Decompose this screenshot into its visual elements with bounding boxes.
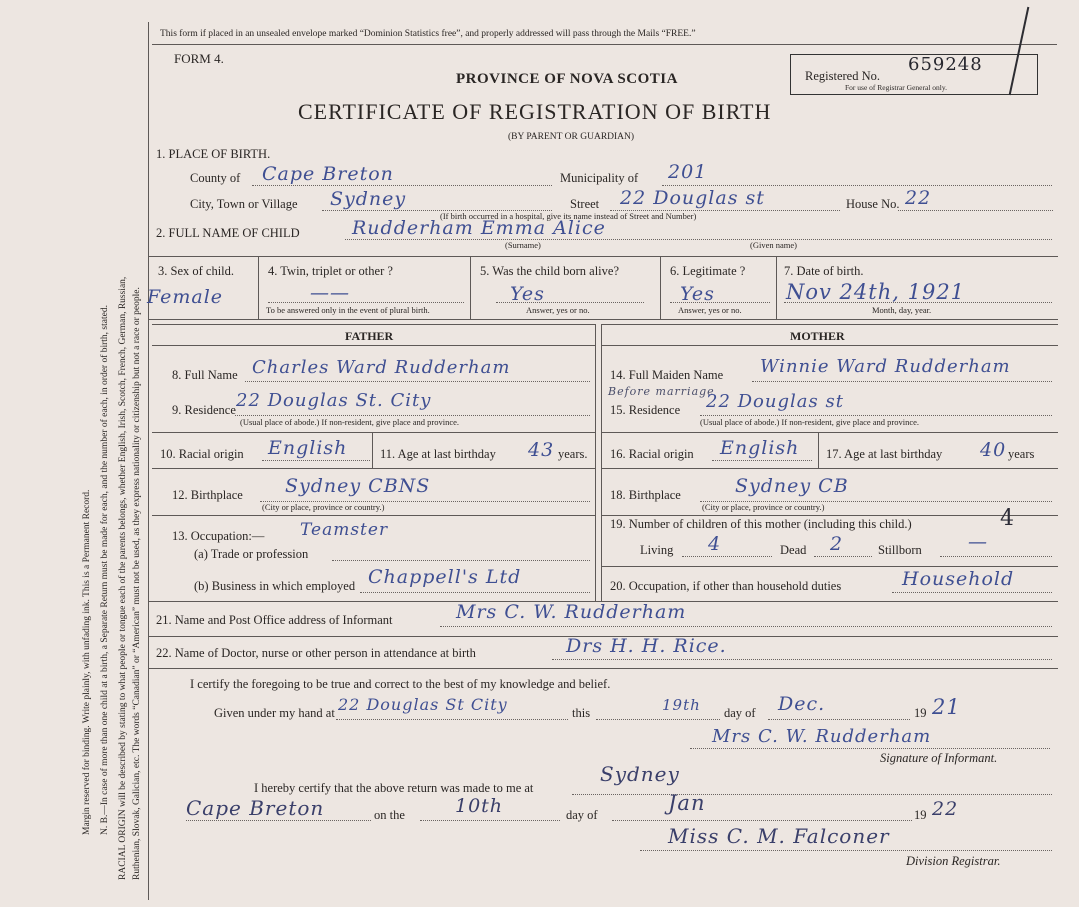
child-name-label: 2. FULL NAME OF CHILD [156, 226, 300, 240]
mother-birthplace-label: 18. Birthplace [610, 488, 681, 502]
mother-name-value: Winnie Ward Rudderham [760, 356, 1011, 377]
header-rule [152, 44, 1057, 45]
living-label: Living [640, 543, 674, 557]
house-value: 22 [905, 187, 932, 209]
mother-name-line [752, 381, 1052, 382]
registrar-year: 22 [932, 798, 959, 820]
document-subtitle: (BY PARENT OR GUARDIAN) [508, 132, 635, 142]
father-occupation-label: 13. Occupation:— [172, 529, 265, 543]
mother-heading-rule [601, 345, 1058, 346]
informant-value: Mrs C. W. Rudderham [456, 601, 687, 623]
father-race-rule [152, 468, 595, 469]
signature-label: Signature of Informant. [880, 751, 998, 765]
father-trade-label: (a) Trade or profession [194, 547, 309, 561]
mother-race-rule [601, 468, 1058, 469]
mother-occupation-label: 20. Occupation, if other than household duties [610, 579, 842, 593]
stillborn-line [940, 556, 1052, 557]
mother-age-years: years [1008, 447, 1035, 461]
day-of-label: day of [724, 706, 756, 720]
mother-race-line [712, 460, 812, 461]
living-line [682, 556, 772, 557]
doctor-label: 22. Name of Doctor, nurse or other person in attendance at birth [156, 646, 476, 660]
mother-occupation-value: Household [902, 568, 1015, 590]
hospital-note: (If birth occurred in a hospital, give its name instead of Street and Number) [440, 211, 697, 221]
county-registrar-line [186, 820, 371, 821]
certify-day: 19th [662, 696, 701, 714]
legit-value: Yes [680, 283, 715, 305]
father-race-label: 10. Racial origin [160, 447, 244, 461]
this-label: this [572, 706, 591, 720]
father-res-rule [152, 432, 595, 433]
dead-value: 2 [830, 533, 844, 555]
father-age-years: years. [558, 447, 588, 461]
alive-value: Yes [510, 283, 545, 305]
mother-age-label: 17. Age at last birthday [826, 447, 943, 461]
mother-bp-rule [601, 515, 1058, 516]
street-label: Street [570, 197, 600, 211]
registrar-month-line [612, 820, 912, 821]
father-residence-note: (Usual place of abode.) If non-resident, give place and province. [240, 417, 460, 427]
dead-label: Dead [780, 543, 807, 557]
registrar-signature-line [640, 850, 1052, 851]
street-value: 22 Douglas st [620, 187, 765, 209]
father-residence-line [235, 415, 590, 416]
registered-number: 659248 [908, 54, 983, 75]
row3-divider-4 [776, 256, 777, 319]
father-business-label: (b) Business in which employed [194, 579, 356, 593]
father-name-label: 8. Full Name [172, 368, 238, 382]
county-line [252, 185, 552, 186]
father-birthplace-note: (City or place, province or country.) [262, 502, 385, 512]
twin-line [268, 302, 464, 303]
mother-birthplace-note: (City or place, province or country.) [702, 502, 825, 512]
dob-value: Nov 24th, 1921 [786, 280, 966, 304]
children-value: 4 [1000, 506, 1015, 531]
father-birthplace-label: 12. Birthplace [172, 488, 243, 502]
father-race-line [262, 460, 370, 461]
mother-age-value: 40 [980, 439, 1007, 461]
registrar-year-prefix: 19 [914, 808, 927, 822]
top-notice: This form if placed in an unsealed envelope marked “Dominion Statistics free”, and properly addressed will pass through the Mails “FREE.” [160, 29, 696, 39]
county-label: County of [190, 171, 241, 185]
signature-line [690, 748, 1050, 749]
margin-note-1: Margin reserved for binding. Write plainly, with unfading ink. This is a Permanent Record. [82, 489, 92, 835]
mother-birthplace-value: Sydney CB [735, 475, 849, 497]
certify-year: 21 [932, 695, 961, 719]
surname-note: (Surname) [505, 240, 541, 250]
living-value: 4 [708, 533, 722, 555]
mother-heading: MOTHER [790, 329, 845, 343]
before-marriage-note: Before marriage [608, 385, 715, 398]
row3-top-rule [148, 256, 1058, 257]
doctor-rule [148, 668, 1058, 669]
alive-label: 5. Was the child born alive? [480, 264, 620, 278]
mother-race-value: English [720, 437, 800, 459]
sex-label: 3. Sex of child. [158, 264, 235, 278]
sex-value: Female [147, 286, 224, 308]
doctor-line [552, 659, 1052, 660]
margin-note-4: Ruthenian, Slovak, Galician, etc. The words “Canadian” or “American” must not be used, as they express nationality or citizenship but not a race or people. [132, 287, 142, 880]
father-residence-label: 9. Residence [172, 403, 236, 417]
informant-line [440, 626, 1052, 627]
certify-month: Dec. [778, 693, 826, 715]
margin-note-2: N. B.—In case of more than one child at a birth, a Separate Return must be made for each, and the number of each, in order of birth, stated. [100, 305, 110, 835]
father-bp-rule [152, 515, 595, 516]
mother-res-rule [601, 432, 1058, 433]
mother-occupation-line [892, 592, 1052, 593]
registered-label: Registered No. [805, 69, 880, 83]
mother-residence-line [700, 415, 1052, 416]
dob-label: 7. Date of birth. [784, 264, 864, 278]
registrar-place-line [572, 794, 1052, 795]
father-heading: FATHER [345, 329, 394, 343]
house-label: House No. [846, 197, 900, 211]
mother-race-divider [818, 432, 819, 468]
dead-line [814, 556, 872, 557]
mother-residence-label: 15. Residence [610, 403, 681, 417]
day-line [596, 719, 720, 720]
place-of-birth-heading: 1. PLACE OF BIRTH. [156, 147, 271, 161]
father-business-line [360, 592, 590, 593]
father-box-right [595, 324, 596, 601]
mother-box-top [601, 324, 1058, 325]
document-title: CERTIFICATE OF REGISTRATION OF BIRTH [298, 99, 772, 124]
year-prefix: 19 [914, 706, 927, 720]
month-line [768, 719, 910, 720]
twin-value: —— [310, 282, 350, 304]
father-occupation-value: Teamster [300, 520, 389, 540]
given-label: Given under my hand at [214, 706, 335, 720]
given-name-note: (Given name) [750, 240, 797, 250]
row3-bottom-rule [148, 319, 1058, 320]
municipality-label: Municipality of [560, 171, 639, 185]
registrar-statement: I hereby certify that the above return was made to me at [254, 781, 534, 795]
registrar-day: 10th [455, 795, 504, 817]
legit-note: Answer, yes or no. [678, 305, 742, 315]
father-race-value: English [268, 437, 348, 459]
father-heading-rule [152, 345, 595, 346]
registered-note: For use of Registrar General only. [845, 83, 947, 92]
mother-residence-value: 22 Douglas st [706, 391, 844, 412]
form-number: FORM 4. [174, 51, 224, 66]
stillborn-value: — [968, 531, 988, 553]
registrar-day-line [420, 820, 560, 821]
mother-residence-note: (Usual place of abode.) If non-resident, give place and province. [700, 417, 920, 427]
alive-note: Answer, yes or no. [526, 305, 590, 315]
twin-label: 4. Twin, triplet or other ? [268, 264, 393, 278]
margin-rule [148, 22, 149, 900]
father-name-line [245, 381, 590, 382]
registrar-place: Sydney [600, 762, 680, 786]
house-line [898, 210, 1053, 211]
father-business-value: Chappell's Ltd [368, 566, 522, 588]
informant-label: 21. Name and Post Office address of Informant [156, 613, 393, 627]
city-label: City, Town or Village [190, 197, 298, 211]
margin-note-3: RACIAL ORIGIN will be described by stating to what people or tongue each of the parents belongs, whether English, Irish, Scotch, French, German, Russian, [118, 276, 128, 880]
registrar-label: Division Registrar. [906, 854, 1001, 868]
given-place-line [336, 719, 568, 720]
father-box-top [152, 324, 595, 325]
informant-signature: Mrs C. W. Rudderham [712, 726, 932, 747]
stillborn-label: Stillborn [878, 543, 922, 557]
registrar-county: Cape Breton [186, 796, 325, 820]
county-value: Cape Breton [262, 163, 394, 185]
mother-children-rule [601, 566, 1058, 567]
child-name-value: Rudderham Emma Alice [352, 217, 606, 239]
certify-statement: I certify the foregoing to be true and correct to the best of my knowledge and belief. [190, 677, 611, 691]
father-residence-value: 22 Douglas St. City [236, 390, 432, 411]
mother-box-left [601, 324, 602, 601]
registrar-signature: Miss C. M. Falconer [668, 824, 890, 848]
mother-race-label: 16. Racial origin [610, 447, 694, 461]
doctor-value: Drs H. H. Rice. [566, 635, 727, 657]
twin-note: To be answered only in the event of plural birth. [266, 305, 430, 315]
municipality-line [662, 185, 1052, 186]
registrar-on-the: on the [374, 808, 405, 822]
row3-divider-3 [660, 256, 661, 319]
father-name-value: Charles Ward Rudderham [252, 357, 511, 378]
father-age-value: 43 [528, 439, 555, 461]
children-label: 19. Number of children of this mother (including this child.) [610, 517, 912, 531]
child-name-line [345, 239, 1052, 240]
registrar-month: Jan [668, 791, 706, 815]
father-birthplace-value: Sydney CBNS [285, 475, 431, 497]
municipality-value: 201 [668, 161, 708, 183]
father-trade-line [332, 560, 590, 561]
father-race-divider [372, 432, 373, 468]
mother-name-label: 14. Full Maiden Name [610, 368, 724, 382]
dob-note: Month, day, year. [872, 305, 932, 315]
father-age-label: 11. Age at last birthday [380, 447, 496, 461]
row3-divider-2 [470, 256, 471, 319]
legit-label: 6. Legitimate ? [670, 264, 746, 278]
province-heading: PROVINCE OF NOVA SCOTIA [456, 71, 678, 87]
row3-divider-1 [258, 256, 259, 319]
given-place-value: 22 Douglas St City [338, 695, 508, 714]
registrar-day-of: day of [566, 808, 598, 822]
city-value: Sydney [330, 188, 407, 210]
